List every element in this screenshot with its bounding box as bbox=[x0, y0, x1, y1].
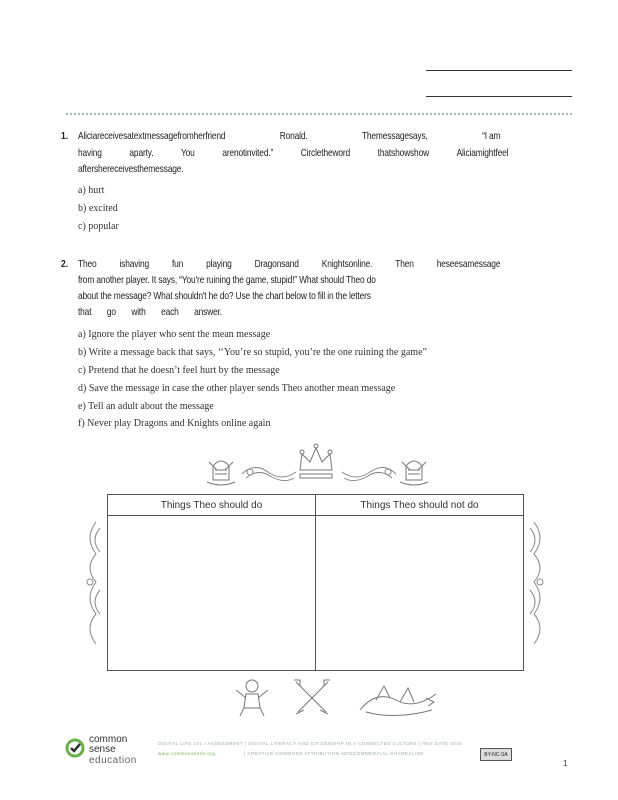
scroll-flourish-right-icon bbox=[340, 460, 398, 486]
q2-option-e: e) Tell an adult about the message bbox=[78, 401, 214, 412]
crown-icon bbox=[292, 440, 340, 488]
logo-text-education: education bbox=[89, 755, 137, 766]
q2-option-f: f) Never play Dragons and Knights online again bbox=[78, 418, 271, 429]
footer-course-info: DIGITAL LIFE 101 / ASSESSMENT | DIGITAL LITERACY AND CITIZENSHIP IN A CONNECTED CULTURE | REV DATE 2015 bbox=[158, 741, 463, 746]
question-2-line-2: from another player. It says, “You're ruining the game, stupid!” What should Theo do bbox=[78, 274, 376, 286]
q2-option-b: b) Write a message back that says, ‘‘You’re so stupid, you’re the one ruining the game” bbox=[78, 347, 427, 358]
crossed-swords-icon bbox=[290, 678, 334, 718]
should-not-do-answer-area[interactable] bbox=[316, 516, 523, 670]
q1-option-a[interactable]: a) hurt bbox=[78, 185, 105, 196]
logo-text-sense: sense bbox=[89, 744, 116, 755]
section-divider bbox=[66, 113, 572, 115]
cc-badge-text: BY-NC-SA bbox=[484, 751, 508, 758]
should-do-answer-area[interactable] bbox=[108, 516, 315, 670]
knight-figure-icon bbox=[232, 676, 272, 718]
side-flourish-left-icon bbox=[82, 518, 104, 648]
common-sense-logo-icon bbox=[64, 737, 86, 759]
question-2-line-4: that go with each answer. bbox=[78, 306, 222, 318]
q1-option-b[interactable]: b) excited bbox=[78, 203, 118, 214]
question-1-line-2: having aparty. You arenotinvited.” Circletheword thatshowshow Aliciamightfeel bbox=[78, 147, 509, 159]
q1-option-c[interactable]: c) popular bbox=[78, 221, 119, 232]
logo-text-common: common bbox=[89, 734, 128, 745]
date-line[interactable] bbox=[426, 96, 572, 97]
dragon-icon bbox=[356, 680, 440, 718]
side-flourish-right-icon bbox=[526, 518, 548, 648]
question-1-line-3: aftershereceivesthemessage. bbox=[78, 163, 184, 175]
footer-url[interactable]: www.commonsense.org bbox=[158, 751, 216, 756]
scroll-flourish-left-icon bbox=[240, 460, 298, 486]
page-number: 1 bbox=[563, 759, 568, 768]
should-not-do-column bbox=[315, 495, 523, 670]
question-2-line-3: about the message? What shouldn't he do? Use the chart below to fill in the letters bbox=[78, 290, 371, 302]
q2-option-a: a) Ignore the player who sent the mean message bbox=[78, 329, 271, 340]
knight-helmet-right-icon bbox=[396, 452, 432, 488]
q2-option-d: d) Save the message in case the other player sends Theo another mean message bbox=[78, 383, 396, 394]
footer-license: | CREATIVE COMMONS ATTRIBUTION-NONCOMMERCIAL-SHAREALIKE bbox=[244, 751, 424, 756]
q2-option-c: c) Pretend that he doesn’t feel hurt by the message bbox=[78, 365, 280, 376]
sorting-chart bbox=[107, 494, 524, 671]
question-1-line-1: Aliciareceivesatextmessagefromherfriend Ronald. Themessagesays, “I am bbox=[78, 130, 501, 142]
cc-license-badge bbox=[480, 748, 512, 761]
should-do-header: Things Theo should do bbox=[108, 495, 315, 516]
question-2-line-1: Theo ishaving fun playing Dragonsand Knightsonline. Then heseesamessage bbox=[78, 258, 501, 270]
name-line[interactable] bbox=[426, 70, 572, 71]
question-2-number: 2. bbox=[61, 259, 69, 270]
knight-helmet-left-icon bbox=[203, 452, 239, 488]
should-not-do-header: Things Theo should not do bbox=[316, 495, 523, 516]
should-do-column bbox=[108, 495, 315, 670]
question-1-number: 1. bbox=[61, 131, 69, 142]
